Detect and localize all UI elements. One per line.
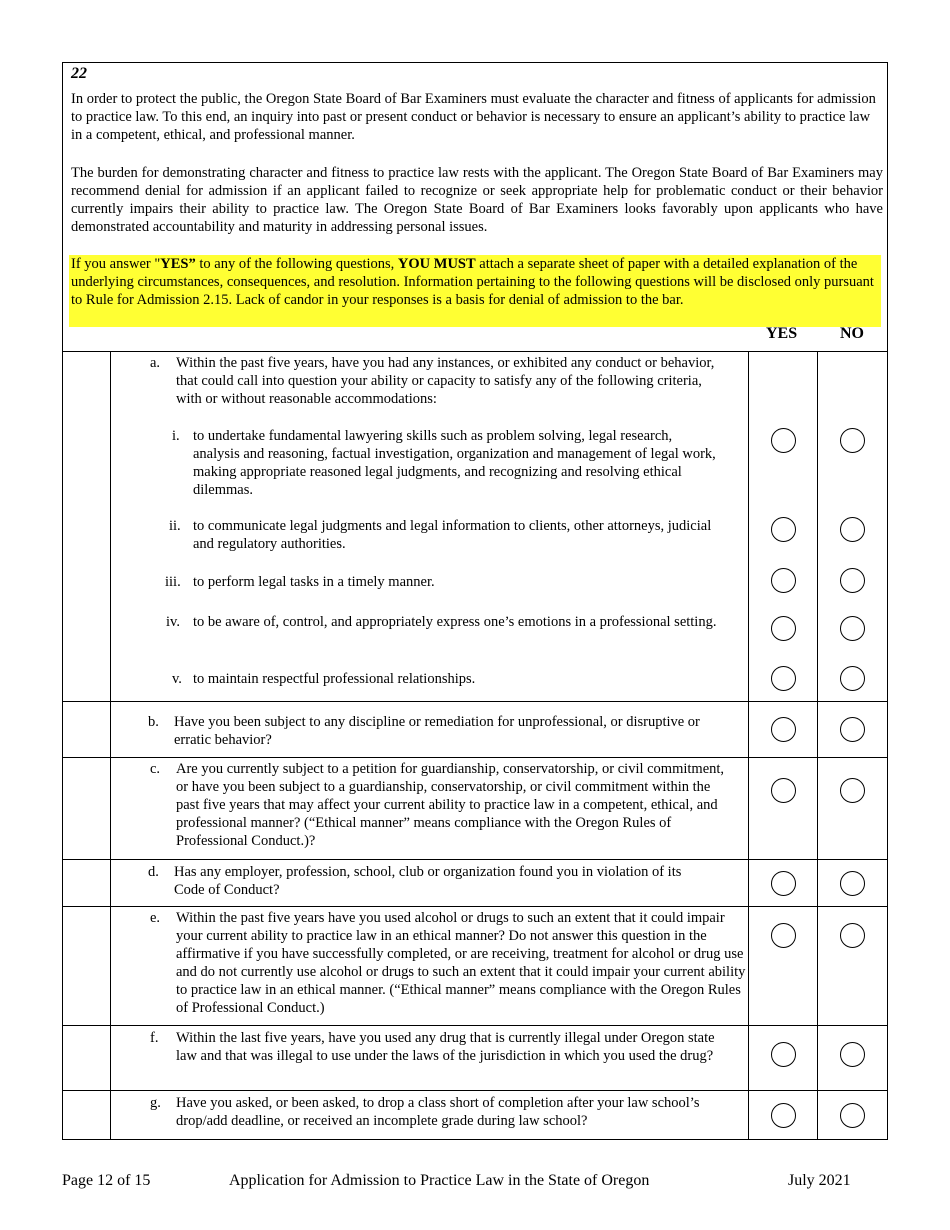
- footer-page-number: Page 12 of 15: [62, 1172, 151, 1189]
- row-divider: [63, 757, 887, 758]
- question-text: Within the past five years, have you had any instances, or exhibited any conduct or behavior, that could call into question your ability or capacity to satisfy any of the following criteria, with or without reasonable accommodations:: [176, 355, 715, 407]
- question-a-ii: [169, 517, 718, 553]
- question-g: [150, 1094, 706, 1130]
- sub-text: to be aware of, control, and appropriately express one’s emotions in a professional setting.: [193, 614, 717, 630]
- row-divider: [63, 1025, 887, 1026]
- sub-label-ii: ii.: [169, 518, 181, 534]
- sub-text: to perform legal tasks in a timely manner.: [193, 574, 435, 590]
- question-a-v: [172, 670, 718, 688]
- sub-label-iv: iv.: [166, 614, 180, 630]
- g-no-radio[interactable]: [840, 1103, 865, 1128]
- question-number: 22: [71, 65, 87, 82]
- no-column-line: [817, 351, 818, 1139]
- a-iii-no-radio[interactable]: [840, 568, 865, 593]
- question-a: [150, 354, 716, 408]
- question-a-iv: [166, 613, 718, 631]
- question-22-box: [62, 62, 888, 1140]
- notice-text-3: attach a separate sheet of paper with a detailed explanation of the underlying circumstances, consequences, and resolution. Information pertaining to the following questions will be disclosed only pursuant to Rule for Admission 2.15. Lack of candor in your responses is a basis for denial of admission to the bar.: [71, 256, 874, 308]
- e-yes-radio[interactable]: [771, 923, 796, 948]
- sub-text: to maintain respectful professional relationships.: [193, 671, 476, 687]
- intro-paragraph-2: The burden for demonstrating character and fitness to practice law rests with the applicant. The Oregon State Board of Bar Examiners may recommend denial for admission if an applicant failed to recognize or seek appropriate help for problematic conduct or their behavior currently impairs their ability to practice law. The Oregon State Board of Bar Examiners looks favorably upon applicants who have demonstrated accountability and maturity in addressing personal issues.: [71, 165, 883, 235]
- b-no-radio[interactable]: [840, 717, 865, 742]
- b-yes-radio[interactable]: [771, 717, 796, 742]
- e-no-radio[interactable]: [840, 923, 865, 948]
- footer-title: Application for Admission to Practice Law in the State of Oregon: [229, 1172, 650, 1189]
- row-divider: [63, 859, 887, 860]
- question-text: Within the past five years have you used alcohol or drugs to such an extent that it could impair your current ability to practice law in an ethical manner? Do not answer this question in the affirmative if you have successfully completed, or are receiving, treatment for alcohol or drug use and do not currently use alcohol or drugs to such an extent that it could impair your current ability to practice law in an ethical manner. (“Ethical manner” means compliance with the Oregon Rules of Professional Conduct.): [176, 910, 746, 1016]
- question-label: c.: [150, 761, 161, 777]
- question-label: g.: [150, 1095, 161, 1111]
- c-no-radio[interactable]: [840, 778, 865, 803]
- sub-text: to communicate legal judgments and legal information to clients, other attorneys, judicial and regulatory authorities.: [193, 518, 712, 552]
- left-column-line: [110, 351, 111, 1139]
- footer-date: July 2021: [788, 1172, 851, 1189]
- a-v-yes-radio[interactable]: [771, 666, 796, 691]
- intro-paragraph-1: In order to protect the public, the Oregon State Board of Bar Examiners must evaluate the character and fitness of applicants for admission to practice law. To this end, an inquiry into past or present conduct or behavior is necessary to ensure an applicant’s ability to practice law in a competent, ethical, and professional manner.: [71, 91, 876, 143]
- notice-must-word: YOU MUST: [397, 256, 476, 272]
- question-label: a.: [150, 355, 161, 371]
- f-no-radio[interactable]: [840, 1042, 865, 1067]
- yes-column-header: YES: [766, 325, 798, 342]
- question-b: [148, 713, 704, 749]
- a-ii-no-radio[interactable]: [840, 517, 865, 542]
- c-yes-radio[interactable]: [771, 778, 796, 803]
- d-no-radio[interactable]: [840, 871, 865, 896]
- sub-label-iii: iii.: [165, 574, 181, 590]
- question-text: Within the last five years, have you used any drug that is currently illegal under Oregon state law and that was illegal to use under the laws of the jurisdiction in which you used the drug?: [176, 1030, 715, 1064]
- notice-text-1: If you answer ": [71, 256, 161, 272]
- a-ii-yes-radio[interactable]: [771, 517, 796, 542]
- notice-text-2: to any of the following questions,: [195, 256, 398, 272]
- question-a-iii: [165, 573, 718, 591]
- question-a-i: [172, 427, 718, 499]
- question-text: Have you been subject to any discipline or remediation for unprofessional, or disruptive or erratic behavior?: [174, 714, 700, 748]
- a-iv-no-radio[interactable]: [840, 616, 865, 641]
- row-divider: [63, 701, 887, 702]
- notice-yes-word: YES”: [160, 256, 196, 272]
- sub-label-i: i.: [172, 428, 180, 444]
- row-divider: [63, 1090, 887, 1091]
- notice-highlight: [69, 255, 881, 327]
- question-label: d.: [148, 864, 159, 880]
- question-text: Have you asked, or been asked, to drop a class short of completion after your law school’s drop/add deadline, or received an incomplete grade during law school?: [176, 1095, 700, 1129]
- question-label: e.: [150, 910, 161, 926]
- row-divider: [63, 906, 887, 907]
- question-d: [148, 863, 694, 899]
- g-yes-radio[interactable]: [771, 1103, 796, 1128]
- sub-label-v: v.: [172, 671, 182, 687]
- question-text: Has any employer, profession, school, club or organization found you in violation of its Code of Conduct?: [174, 864, 682, 898]
- yes-column-line: [748, 351, 749, 1139]
- a-v-no-radio[interactable]: [840, 666, 865, 691]
- sub-text: to undertake fundamental lawyering skills such as problem solving, legal research, analysis and reasoning, factual investigation, organization and management of legal work, making appropriate reasoned legal judgments, and recognizing and resolving ethical dilemmas.: [193, 428, 716, 498]
- no-column-header: NO: [840, 325, 864, 342]
- question-e: [150, 909, 746, 1017]
- a-i-no-radio[interactable]: [840, 428, 865, 453]
- f-yes-radio[interactable]: [771, 1042, 796, 1067]
- d-yes-radio[interactable]: [771, 871, 796, 896]
- question-c: [150, 760, 736, 850]
- question-label: f.: [150, 1030, 159, 1046]
- question-text: Are you currently subject to a petition for guardianship, conservatorship, or civil commitment, or have you been subject to a guardianship, conservatorship, or civil commitment within the past five years that may affect your current ability to practice law in a competent, ethical, and professional manner? (“Ethical manner” means compliance with the Oregon Rules of Professional Conduct.)?: [176, 761, 725, 849]
- question-f: [150, 1029, 721, 1065]
- question-label: b.: [148, 714, 159, 730]
- table-top-line: [63, 351, 887, 352]
- a-iii-yes-radio[interactable]: [771, 568, 796, 593]
- a-i-yes-radio[interactable]: [771, 428, 796, 453]
- a-iv-yes-radio[interactable]: [771, 616, 796, 641]
